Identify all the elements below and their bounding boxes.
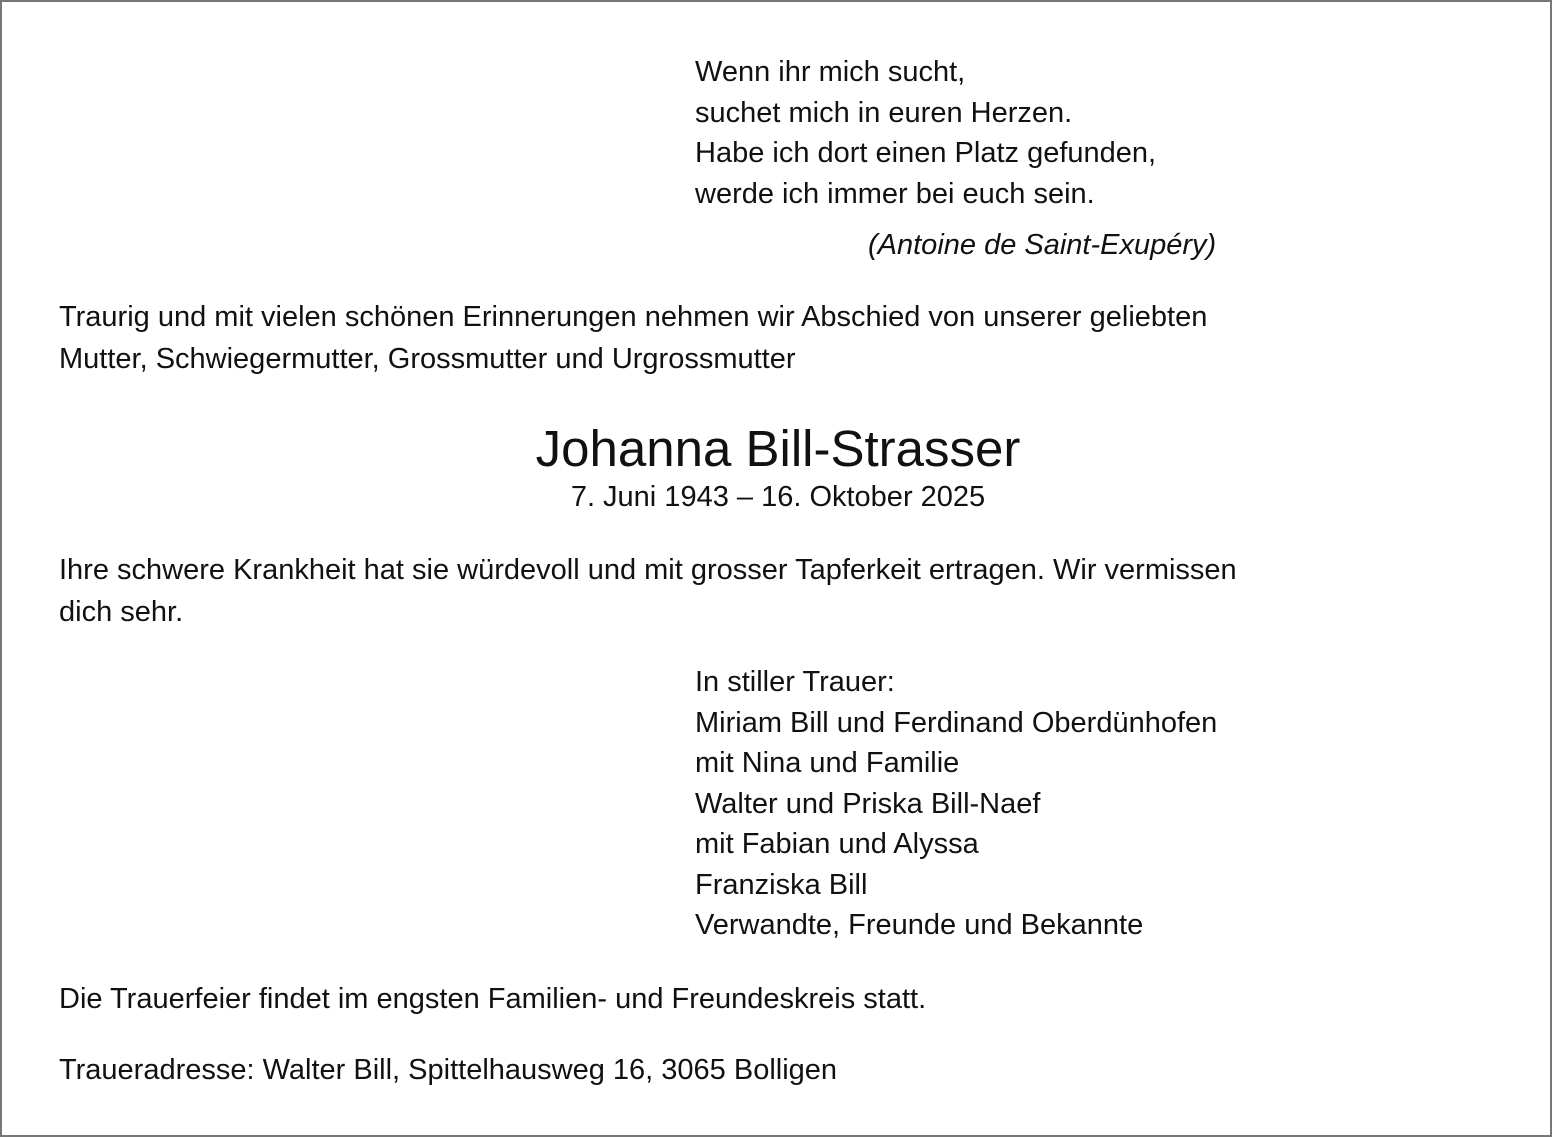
poem-line: Wenn ihr mich sucht, — [695, 56, 966, 88]
intro-line: Traurig und mit vielen schönen Erinnerungen nehmen wir Abschied von unserer geliebten — [59, 301, 1208, 333]
mourner-line: Franziska Bill — [695, 868, 868, 901]
illness-text — [59, 549, 1237, 633]
mourners-list — [695, 662, 1217, 946]
funeral-note: Die Trauerfeier findet im engsten Familien- und Freundeskreis statt. — [59, 983, 927, 1015]
mourners-heading: In stiller Trauer: — [695, 666, 895, 698]
illness-line: Ihre schwere Krankheit hat sie würdevoll und mit grosser Tapferkeit ertragen. Wir vermissen — [59, 554, 1237, 586]
life-dates: 7. Juni 1943 – 16. Oktober 2025 — [570, 481, 986, 513]
poem-line: werde ich immer bei euch sein. — [695, 177, 1095, 210]
mourner-line: Miriam Bill und Ferdinand Oberdünhofen — [695, 706, 1218, 739]
mourning-address: Traueradresse: Walter Bill, Spittelhausweg 16, 3065 Bolligen — [59, 1054, 838, 1086]
poem-quote — [695, 52, 1156, 214]
deceased-name: Johanna Bill-Strasser — [535, 420, 1021, 477]
intro-text — [59, 296, 1207, 380]
mourner-line: Verwandte, Freunde und Bekannte — [695, 909, 1144, 941]
mourner-line: mit Fabian und Alyssa — [695, 828, 979, 860]
poem-line: suchet mich in euren Herzen. — [695, 96, 1073, 129]
illness-line: dich sehr. — [59, 596, 184, 628]
mourner-line: mit Nina und Familie — [695, 747, 960, 779]
poem-line: Habe ich dort einen Platz gefunden, — [695, 137, 1157, 169]
mourner-line: Walter und Priska Bill-Naef — [695, 787, 1041, 820]
intro-line: Mutter, Schwiegermutter, Grossmutter und Urgrossmutter — [59, 343, 796, 375]
poem-author: (Antoine de Saint-Exupéry) — [868, 229, 1217, 261]
